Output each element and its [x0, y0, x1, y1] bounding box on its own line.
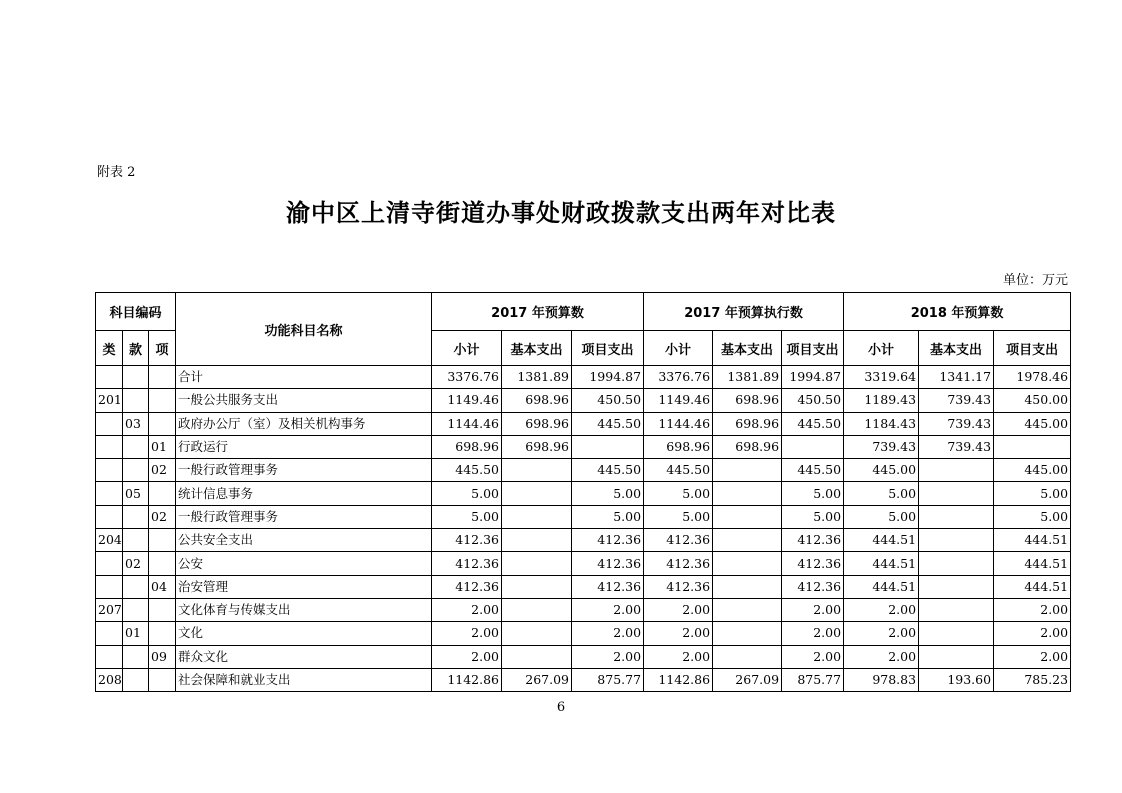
kuan-code: [123, 505, 149, 528]
amount-cell: 3376.76: [644, 366, 713, 389]
amount-cell: 1978.46: [994, 366, 1071, 389]
kuan-code: [123, 366, 149, 389]
amount-cell: [713, 505, 782, 528]
xiang-code: 02: [149, 505, 176, 528]
xiang-code: 02: [149, 459, 176, 482]
amount-cell: 5.00: [994, 482, 1071, 505]
amount-cell: 2.00: [432, 598, 502, 621]
amount-cell: 445.50: [572, 412, 644, 435]
amount-cell: 2.00: [844, 645, 919, 668]
kuan-code: [123, 668, 149, 691]
kuan-code: [123, 598, 149, 621]
amount-cell: 445.50: [572, 459, 644, 482]
amount-cell: 412.36: [572, 529, 644, 552]
amount-cell: 412.36: [644, 529, 713, 552]
amount-cell: 444.51: [844, 552, 919, 575]
amount-cell: 2.00: [782, 622, 844, 645]
lei-code: 208: [96, 668, 123, 691]
subject-name: 公安: [176, 552, 432, 575]
lei-code: [96, 435, 123, 458]
amount-cell: 1144.46: [644, 412, 713, 435]
amount-cell: 412.36: [432, 552, 502, 575]
amount-cell: 450.50: [572, 389, 644, 412]
amount-cell: 5.00: [432, 482, 502, 505]
amount-cell: [502, 459, 572, 482]
amount-cell: [502, 482, 572, 505]
subtotal-header: 小计: [644, 331, 713, 366]
amount-cell: 412.36: [782, 529, 844, 552]
amount-cell: 875.77: [572, 668, 644, 691]
amount-cell: 412.36: [572, 552, 644, 575]
group-header-2017-execution: 2017 年预算执行数: [644, 293, 844, 331]
amount-cell: 1149.46: [644, 389, 713, 412]
amount-cell: [919, 622, 994, 645]
amount-cell: 2.00: [844, 598, 919, 621]
amount-cell: 5.00: [782, 482, 844, 505]
amount-cell: [994, 435, 1071, 458]
xiang-code: 09: [149, 645, 176, 668]
amount-cell: 5.00: [994, 505, 1071, 528]
amount-cell: [502, 645, 572, 668]
amount-cell: [919, 505, 994, 528]
amount-cell: [502, 575, 572, 598]
basic-expense-header: 基本支出: [502, 331, 572, 366]
subject-name: 群众文化: [176, 645, 432, 668]
subject-name: 统计信息事务: [176, 482, 432, 505]
amount-cell: 1142.86: [432, 668, 502, 691]
amount-cell: [919, 482, 994, 505]
amount-cell: 267.09: [502, 668, 572, 691]
amount-cell: [572, 435, 644, 458]
amount-cell: 2.00: [432, 645, 502, 668]
xiang-code: [149, 552, 176, 575]
amount-cell: 412.36: [644, 575, 713, 598]
table-row: [96, 412, 1071, 435]
name-header: 功能科目名称: [176, 293, 432, 366]
amount-cell: 412.36: [432, 575, 502, 598]
lei-code: [96, 575, 123, 598]
amount-cell: 698.96: [713, 412, 782, 435]
amount-cell: 5.00: [782, 505, 844, 528]
amount-cell: 1994.87: [782, 366, 844, 389]
project-expense-header: 项目支出: [782, 331, 844, 366]
amount-cell: 444.51: [844, 575, 919, 598]
table-row: [96, 505, 1071, 528]
amount-cell: 5.00: [844, 505, 919, 528]
table-row: [96, 435, 1071, 458]
amount-cell: 445.50: [782, 459, 844, 482]
table-row: [96, 389, 1071, 412]
amount-cell: 5.00: [644, 482, 713, 505]
subject-name: 政府办公厅（室）及相关机构事务: [176, 412, 432, 435]
code-header: 科目编码: [96, 293, 176, 331]
table-row: [96, 366, 1071, 389]
project-expense-header: 项目支出: [994, 331, 1071, 366]
xiang-code: [149, 366, 176, 389]
amount-cell: [713, 598, 782, 621]
amount-cell: [919, 598, 994, 621]
xiang-header: 项: [149, 331, 176, 366]
unit-label: 单位：万元: [1002, 273, 1068, 288]
table-row: [96, 575, 1071, 598]
amount-cell: [713, 459, 782, 482]
subtotal-header: 小计: [432, 331, 502, 366]
xiang-code: [149, 412, 176, 435]
amount-cell: 1149.46: [432, 389, 502, 412]
amount-cell: 698.96: [713, 435, 782, 458]
kuan-code: 05: [123, 482, 149, 505]
kuan-code: [123, 529, 149, 552]
group-header-2017-budget: 2017 年预算数: [432, 293, 644, 331]
subject-name: 文化体育与传媒支出: [176, 598, 432, 621]
basic-expense-header: 基本支出: [919, 331, 994, 366]
table-row: [96, 645, 1071, 668]
amount-cell: 739.43: [919, 435, 994, 458]
amount-cell: [919, 645, 994, 668]
lei-code: 207: [96, 598, 123, 621]
amount-cell: 2.00: [994, 645, 1071, 668]
amount-cell: 698.96: [502, 435, 572, 458]
subject-name: 行政运行: [176, 435, 432, 458]
amount-cell: 2.00: [782, 645, 844, 668]
subject-name: 一般公共服务支出: [176, 389, 432, 412]
page-number: 6: [556, 700, 566, 715]
lei-code: [96, 366, 123, 389]
kuan-code: 02: [123, 552, 149, 575]
basic-expense-header: 基本支出: [713, 331, 782, 366]
lei-code: [96, 412, 123, 435]
kuan-code: [123, 389, 149, 412]
amount-cell: [502, 552, 572, 575]
amount-cell: [713, 482, 782, 505]
lei-header: 类: [96, 331, 123, 366]
amount-cell: [919, 459, 994, 482]
amount-cell: 2.00: [644, 622, 713, 645]
amount-cell: 2.00: [644, 645, 713, 668]
amount-cell: 444.51: [844, 529, 919, 552]
attachment-label: 附表 2: [97, 165, 136, 180]
amount-cell: 2.00: [994, 598, 1071, 621]
lei-code: [96, 622, 123, 645]
kuan-header: 款: [123, 331, 149, 366]
amount-cell: 698.96: [713, 389, 782, 412]
amount-cell: 3376.76: [432, 366, 502, 389]
amount-cell: 5.00: [644, 505, 713, 528]
amount-cell: 444.51: [994, 575, 1071, 598]
kuan-code: 03: [123, 412, 149, 435]
subject-name: 文化: [176, 622, 432, 645]
kuan-code: [123, 575, 149, 598]
xiang-code: [149, 389, 176, 412]
amount-cell: 698.96: [502, 412, 572, 435]
kuan-code: 01: [123, 622, 149, 645]
lei-code: 201: [96, 389, 123, 412]
project-expense-header: 项目支出: [572, 331, 644, 366]
table-row: [96, 622, 1071, 645]
xiang-code: [149, 668, 176, 691]
table-row: [96, 668, 1071, 691]
amount-cell: [713, 645, 782, 668]
amount-cell: 450.00: [994, 389, 1071, 412]
amount-cell: 739.43: [919, 412, 994, 435]
xiang-code: [149, 529, 176, 552]
lei-code: [96, 482, 123, 505]
amount-cell: 2.00: [572, 622, 644, 645]
table-row: [96, 552, 1071, 575]
xiang-code: [149, 622, 176, 645]
amount-cell: 444.51: [994, 552, 1071, 575]
xiang-code: 04: [149, 575, 176, 598]
amount-cell: 2.00: [844, 622, 919, 645]
table-row: [96, 482, 1071, 505]
subject-name: 一般行政管理事务: [176, 459, 432, 482]
amount-cell: 698.96: [502, 389, 572, 412]
amount-cell: 445.00: [994, 412, 1071, 435]
amount-cell: 1341.17: [919, 366, 994, 389]
amount-cell: 1184.43: [844, 412, 919, 435]
amount-cell: 412.36: [782, 575, 844, 598]
amount-cell: [919, 529, 994, 552]
amount-cell: 1189.43: [844, 389, 919, 412]
amount-cell: [919, 552, 994, 575]
subtotal-header: 小计: [844, 331, 919, 366]
amount-cell: 2.00: [994, 622, 1071, 645]
amount-cell: 445.00: [844, 459, 919, 482]
amount-cell: 412.36: [782, 552, 844, 575]
amount-cell: 3319.64: [844, 366, 919, 389]
amount-cell: [713, 622, 782, 645]
group-header-2018-budget: 2018 年预算数: [844, 293, 1071, 331]
lei-code: [96, 552, 123, 575]
amount-cell: 412.36: [572, 575, 644, 598]
amount-cell: [713, 552, 782, 575]
amount-cell: 2.00: [432, 622, 502, 645]
amount-cell: [919, 575, 994, 598]
kuan-code: [123, 645, 149, 668]
amount-cell: 412.36: [644, 552, 713, 575]
kuan-code: [123, 435, 149, 458]
amount-cell: 1994.87: [572, 366, 644, 389]
amount-cell: 698.96: [432, 435, 502, 458]
amount-cell: 444.51: [994, 529, 1071, 552]
amount-cell: 193.60: [919, 668, 994, 691]
page-title: 渝中区上清寺街道办事处财政拨款支出两年对比表: [286, 199, 836, 227]
amount-cell: [502, 598, 572, 621]
amount-cell: 445.50: [644, 459, 713, 482]
lei-code: 204: [96, 529, 123, 552]
amount-cell: 5.00: [572, 505, 644, 528]
amount-cell: 445.50: [782, 412, 844, 435]
lei-code: [96, 505, 123, 528]
kuan-code: [123, 459, 149, 482]
amount-cell: 412.36: [432, 529, 502, 552]
table-row: [96, 459, 1071, 482]
amount-cell: [502, 529, 572, 552]
lei-code: [96, 645, 123, 668]
amount-cell: [502, 505, 572, 528]
amount-cell: 445.00: [994, 459, 1071, 482]
amount-cell: 978.83: [844, 668, 919, 691]
table-row: [96, 529, 1071, 552]
amount-cell: 5.00: [844, 482, 919, 505]
amount-cell: 2.00: [572, 598, 644, 621]
amount-cell: 1381.89: [713, 366, 782, 389]
amount-cell: 450.50: [782, 389, 844, 412]
amount-cell: 739.43: [919, 389, 994, 412]
amount-cell: [502, 622, 572, 645]
table-row: [96, 598, 1071, 621]
amount-cell: 739.43: [844, 435, 919, 458]
subject-name: 公共安全支出: [176, 529, 432, 552]
xiang-code: [149, 598, 176, 621]
amount-cell: 2.00: [572, 645, 644, 668]
budget-table: [95, 292, 1071, 692]
subject-name: 一般行政管理事务: [176, 505, 432, 528]
amount-cell: 445.50: [432, 459, 502, 482]
lei-code: [96, 459, 123, 482]
amount-cell: 785.23: [994, 668, 1071, 691]
subject-name: 社会保障和就业支出: [176, 668, 432, 691]
amount-cell: 267.09: [713, 668, 782, 691]
xiang-code: [149, 482, 176, 505]
amount-cell: [713, 575, 782, 598]
amount-cell: 1142.86: [644, 668, 713, 691]
amount-cell: [782, 435, 844, 458]
amount-cell: 1144.46: [432, 412, 502, 435]
amount-cell: 5.00: [572, 482, 644, 505]
xiang-code: 01: [149, 435, 176, 458]
subject-name: 治安管理: [176, 575, 432, 598]
subject-name: 合计: [176, 366, 432, 389]
amount-cell: 875.77: [782, 668, 844, 691]
amount-cell: 698.96: [644, 435, 713, 458]
amount-cell: 5.00: [432, 505, 502, 528]
amount-cell: [713, 529, 782, 552]
amount-cell: 2.00: [782, 598, 844, 621]
amount-cell: 1381.89: [502, 366, 572, 389]
amount-cell: 2.00: [644, 598, 713, 621]
